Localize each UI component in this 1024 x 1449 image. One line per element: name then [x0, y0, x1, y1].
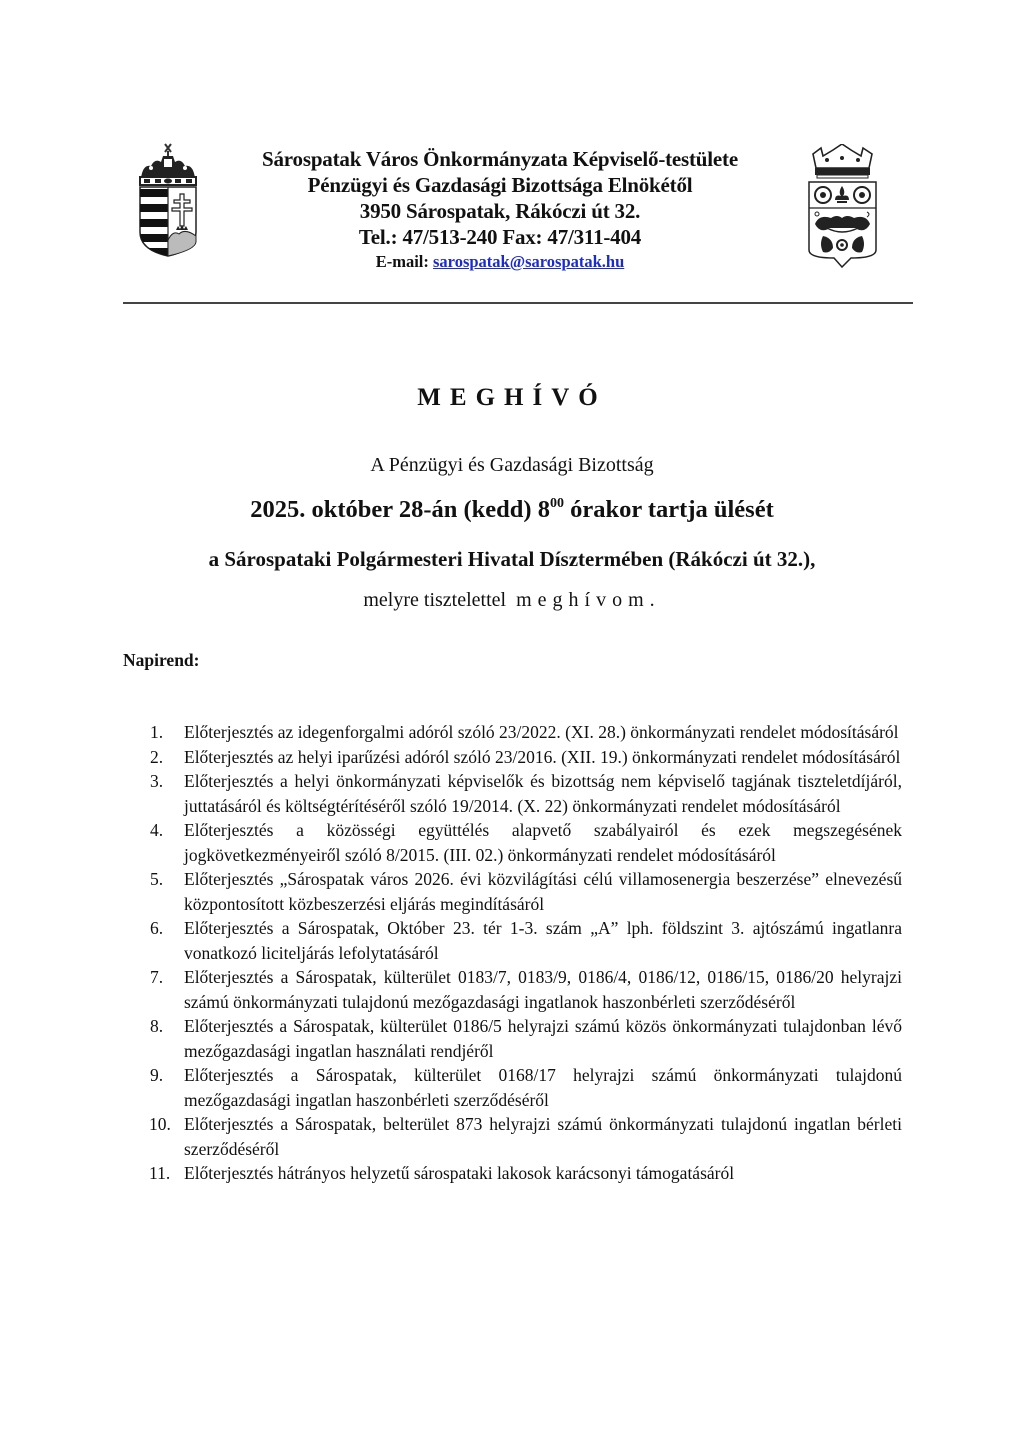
agenda-item-number: 6.	[150, 918, 164, 938]
agenda-item-number: 1.	[150, 722, 164, 742]
letterhead-line-1: Sárospatak Város Önkormányzata Képviselő-testülete	[262, 147, 738, 171]
letterhead-phone-fax: Tel.: 47/513-240 Fax: 47/311-404	[358, 225, 642, 249]
agenda-item	[150, 1112, 902, 1161]
agenda-item	[150, 1161, 902, 1186]
agenda-item-text: Előterjesztés a Sárospatak, Október 23. tér 1-3. szám „A” lph. földszint 3. ajtószámú ingatlanra vonatkozó liciteljárás lefolytatásáról	[184, 918, 902, 963]
letterhead-email-line	[200, 251, 800, 273]
header-divider	[123, 302, 913, 304]
hungary-coat-of-arms-icon	[137, 142, 199, 258]
agenda-item-number: 4.	[150, 820, 164, 840]
agenda-item-text: Előterjesztés az helyi iparűzési adóról szóló 23/2016. (XII. 19.) önkormányzati rendelet módosításáról	[184, 746, 901, 767]
email-label: E-mail:	[375, 252, 434, 271]
agenda-item	[150, 818, 902, 867]
agenda-item-text: Előterjesztés a Sárospatak, külterület 0183/7, 0183/9, 0186/4, 0186/12, 0186/15, 0186/20 helyrajzi számú önkormányzati tulajdonú mezőgazdasági ingatlanok haszonbérleti szerződéséről	[184, 967, 902, 1012]
agenda-item-text: Előterjesztés a helyi önkormányzati képviselők és bizottság nem képviselő tagjának tiszteletdíjáról, juttatásáról és költségtérítéséről szóló 19/2014. (X. 22) önkormányzati rendelet módosításáról	[184, 771, 902, 816]
agenda-item	[150, 867, 902, 916]
meeting-date: 2025. október 28-án (kedd) 8	[250, 496, 550, 523]
agenda-item-text: Előterjesztés az idegenforgalmi adóról szóló 23/2022. (XI. 28.) önkormányzati rendelet módosításáról	[184, 722, 899, 742]
agenda-item-text: Előterjesztés a Sárospatak, külterület 0168/17 helyrajzi számú önkormányzati tulajdonú mezőgazdasági ingatlan haszonbérleti szerződéséről	[184, 1065, 902, 1110]
letterhead	[200, 146, 800, 273]
agenda-item-number: 5.	[150, 869, 164, 889]
agenda-item-text: Előterjesztés hátrányos helyzetű sárospataki lakosok karácsonyi támogatásáról	[184, 1163, 735, 1183]
invitation-line	[0, 589, 1024, 612]
agenda-item	[150, 1014, 902, 1063]
meeting-date-suffix: órakor tartja ülését	[563, 496, 774, 523]
agenda-item-number: 9.	[150, 1065, 164, 1085]
agenda-item-number: 11.	[149, 1163, 171, 1183]
agenda-item-text: Előterjesztés a közösségi együttélés alapvető szabályairól és ezek megszegésének jogkövetkezményeiről szóló 8/2015. (III. 02.) önkormányzati rendelet módosításáról	[184, 820, 902, 865]
agenda-item-text: Előterjesztés a Sárospatak, külterület 0186/5 helyrajzi számú közös önkormányzati tulajdonban lévő mezőgazdasági ingatlan használati rendjéről	[184, 1016, 902, 1061]
invitation-prefix: melyre tisztelettel	[363, 589, 507, 611]
email-link[interactable]: sarospatak@sarospatak.hu	[433, 252, 625, 271]
agenda-item	[150, 965, 902, 1014]
agenda-item	[150, 720, 902, 745]
agenda-item-number: 8.	[150, 1016, 164, 1036]
meeting-place: a Sárospataki Polgármesteri Hivatal Dísztermében (Rákóczi út 32.),	[208, 547, 816, 571]
agenda-item-number: 7.	[150, 967, 164, 987]
sarospatak-coat-of-arms-icon	[805, 144, 880, 268]
agenda-item-text: Előterjesztés a Sárospatak, belterület 873 helyrajzi számú önkormányzati tulajdonú ingatlan bérleti szerződéséről	[184, 1114, 902, 1159]
agenda-item-number: 2.	[150, 746, 164, 767]
letterhead-line-2: Pénzügyi és Gazdasági Bizottsága Elnökétől	[307, 173, 693, 197]
agenda-list	[150, 720, 902, 1186]
committee-intro: A Pénzügyi és Gazdasági Bizottság	[370, 454, 654, 476]
agenda-item	[150, 769, 902, 818]
agenda-item-number: 10.	[149, 1114, 171, 1134]
agenda-label: Napirend:	[123, 650, 200, 670]
agenda-item-number: 3.	[150, 771, 164, 791]
agenda-item	[150, 1063, 902, 1112]
letterhead-address: 3950 Sárospatak, Rákóczi út 32.	[359, 199, 641, 223]
invitation-spaced-word: meghívom.	[516, 589, 661, 611]
meeting-date-time	[0, 496, 1024, 524]
document-title: MEGHÍVÓ	[417, 384, 607, 411]
meeting-time-minutes: 00	[549, 496, 564, 511]
agenda-item-text: Előterjesztés „Sárospatak város 2026. évi közvilágítási célú villamosenergia beszerzése” elnevezésű központosított közbeszerzési eljárás megindításáról	[184, 869, 902, 914]
agenda-item	[150, 745, 902, 770]
agenda-item	[150, 916, 902, 965]
